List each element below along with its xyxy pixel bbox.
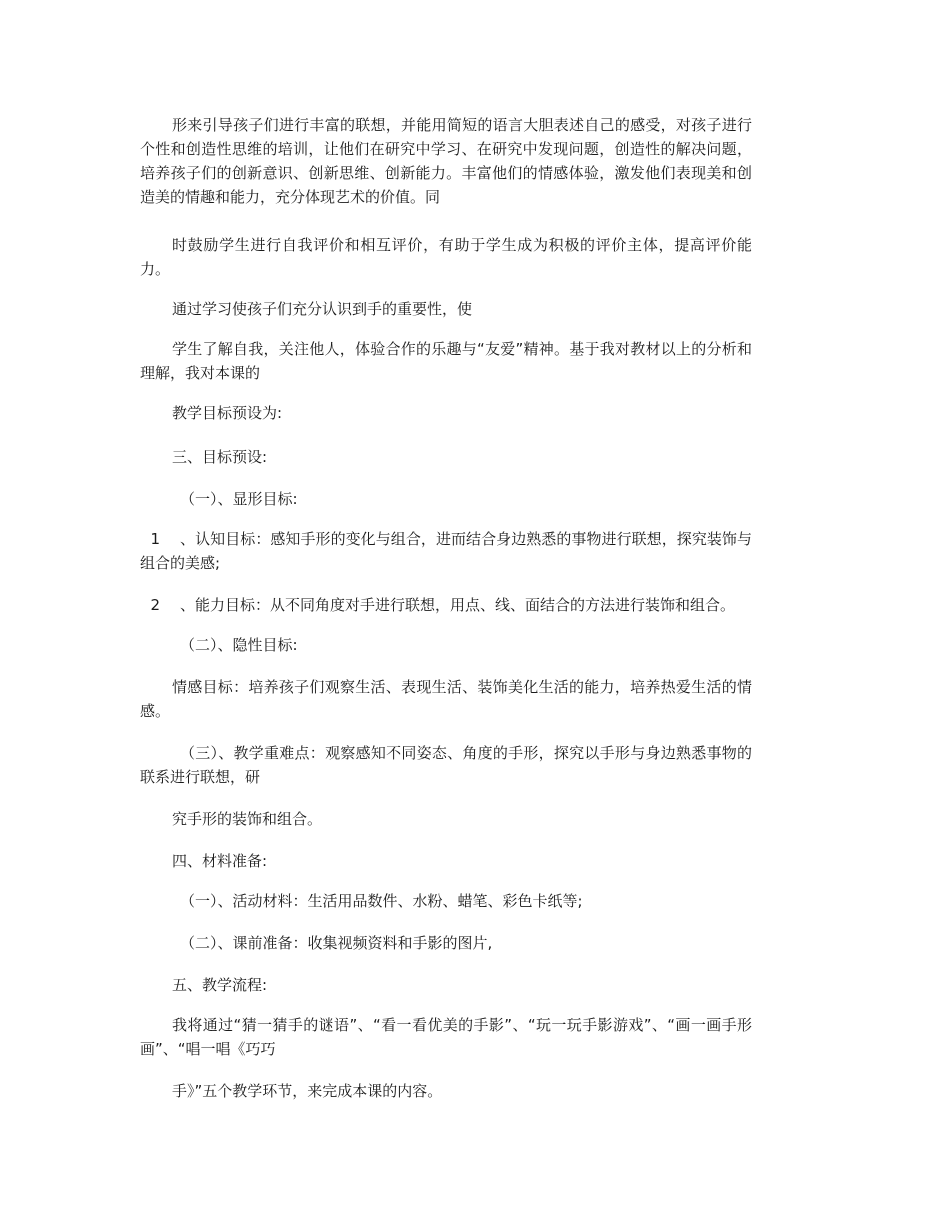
list-item-text: 、能力目标：从不同角度对手进行联想，用点、线、面结合的方法进行装饰和组合。 — [180, 596, 736, 614]
paragraph-hand-importance: 通过学习使孩子们充分认识到手的重要性，使 — [172, 300, 473, 318]
paragraph-conclusion: 手》”五个教学环节，来完成本课的内容。 — [172, 1082, 443, 1100]
list-item-cognitive-goal — [140, 527, 752, 575]
paragraph-emotional-goal: 情感目标：培养孩子们观察生活、表现生活、装饰美化生活的能力，培养热爱生活的情感。 — [140, 678, 752, 720]
paragraph-evaluation: 时鼓励学生进行自我评价和相互评价，有助于学生成为积极的评价主体，提高评价能力。 — [140, 236, 752, 278]
paragraph-teaching-steps: 我将通过“猜一猜手的谜语”、“看一看优美的手影”、“玩一玩手影游戏”、“画一画手形画”、“唱一唱《巧巧 — [140, 1016, 752, 1058]
list-number: 1 — [150, 530, 160, 548]
paragraph-pre-class-prep: （二）、课前准备：收集视频资料和手影的图片, — [180, 934, 493, 952]
list-number: 2 — [150, 596, 160, 614]
paragraph-intro: 形来引导孩子们进行丰富的联想，并能用简短的语言大胆表述自己的感受，对孩子进行个性和创造性思维的培训，让他们在研究中学习、在研究中发现问题，创造性的解决问题，培养孩子们的创新意识、创新思维、创新能力。丰富他们的情感体验，激发他们表现美和创造美的情趣和能力，充分体现艺术的价值。同 — [140, 116, 752, 206]
list-item-ability-goal — [140, 593, 752, 617]
paragraph-activity-materials: （一）、活动材料：生活用品数件、水粉、蜡笔、彩色卡纸等; — [180, 892, 583, 910]
paragraph-self-awareness: 学生了解自我，关注他人，体验合作的乐趣与“友爱”精神。基于我对教材以上的分析和理解，我对本课的 — [140, 340, 752, 382]
heading-goal-presets: 三、目标预设: — [172, 448, 268, 466]
heading-implicit-goals: （二）、隐性目标: — [180, 636, 298, 654]
paragraph-goal-intro: 教学目标预设为: — [172, 404, 283, 422]
heading-explicit-goals: （一）、显形目标: — [180, 490, 298, 508]
paragraph-hand-decoration: 究手形的装饰和组合。 — [172, 810, 323, 828]
list-item-text: 、认知目标：感知手形的变化与组合，进而结合身边熟悉的事物进行联想，探究装饰与组合的美感; — [140, 530, 752, 572]
heading-materials: 四、材料准备: — [172, 852, 268, 870]
paragraph-key-difficulties: （三）、教学重难点：观察感知不同姿态、角度的手形，探究以手形与身边熟悉事物的联系进行联想，研 — [140, 744, 752, 786]
heading-teaching-process: 五、教学流程: — [172, 976, 268, 994]
